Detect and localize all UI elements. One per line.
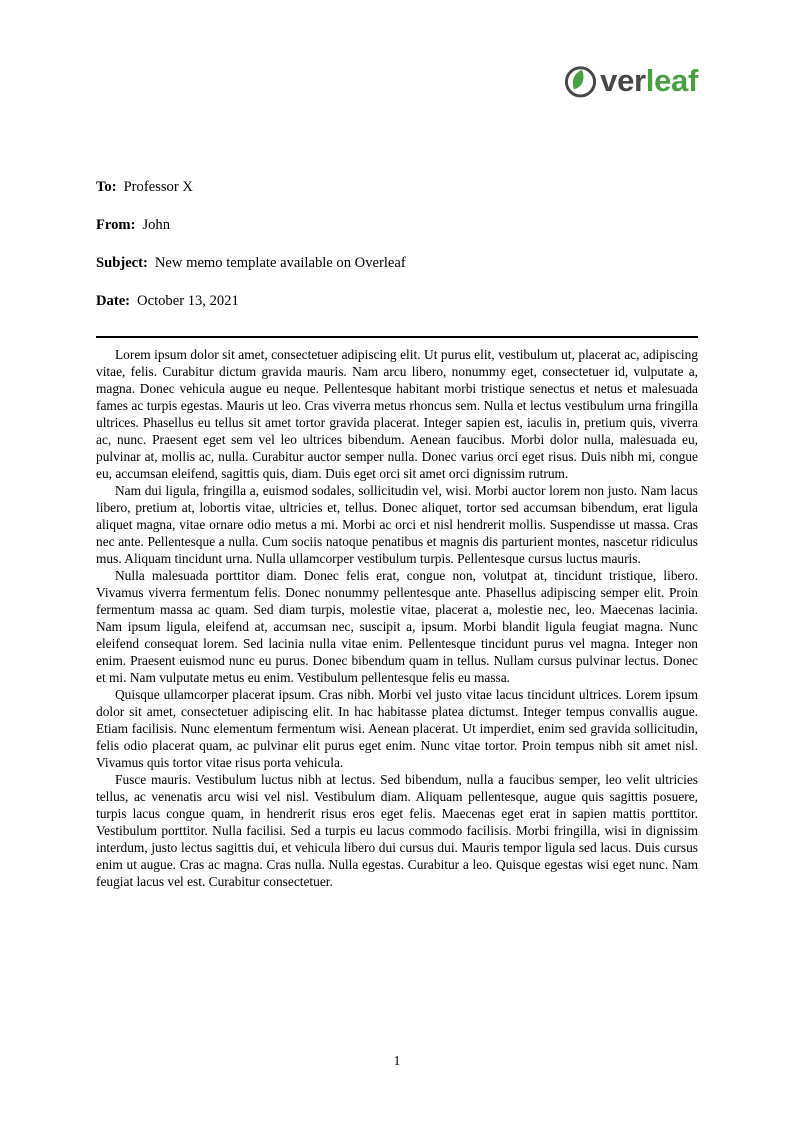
memo-field-to [96,178,698,196]
memo-field-date-label: Date: [96,293,131,309]
body-paragraph-4: Quisque ullamcorper placerat ipsum. Cras nibh. Morbi vel justo vitae lacus tincidunt ultrices. Lorem ipsum dolor sit amet, consectetuer adipiscing elit. In hac habitasse platea dictumst. Integer tempus convallis augue. Etiam facilisis. Nunc elementum fermentum wisi. Aenean placerat. Ut imperdiet, enim sed gravida sollicitudin, felis odio placerat quam, ac pulvinar elit purus eget enim. Nunc vitae tortor. Proin tempus nibh sit amet nisl. Vivamus quis tortor vitae risus porta vehicula. [96,687,698,770]
overleaf-logo [562,62,698,99]
memo-field-date-value: October 13, 2021 [137,293,239,309]
memo-field-subject-value: New memo template available on Overleaf [154,255,406,271]
memo-field-date [96,292,698,310]
memo-field-from-label: From: [96,217,136,233]
overleaf-o-leaf-icon [562,62,599,99]
body-paragraph-1: Lorem ipsum dolor sit amet, consectetuer adipiscing elit. Ut purus elit, vestibulum ut, placerat ac, adipiscing vitae, felis. Curabitur dictum gravida mauris. Nam arcu libero, nonummy eget, consectetuer id, vulputate a, magna. Donec vehicula augue eu neque. Pellentesque habitant morbi tristique senectus et netus et malesuada fames ac turpis egestas. Mauris ut leo. Cras viverra metus rhoncus sem. Nulla et lectus vestibulum urna fringilla ultrices. Phasellus eu tellus sit amet tortor gravida placerat. Integer sapien est, iaculis in, pretium quis, viverra ac, nunc. Praesent eget sem vel leo ultrices bibendum. Aenean faucibus. Morbi dolor nulla, malesuada eu, pulvinar at, mollis ac, nulla. Curabitur auctor semper nulla. Donec varius orci eget risus. Duis nibh mi, congue eu, accumsan eleifend, sagittis quis, diam. Duis eget orci sit amet orci dignissim rutrum. [96,347,698,481]
memo-field-from [96,216,698,234]
memo-field-to-label: To: [96,179,117,195]
body-paragraph-2: Nam dui ligula, fringilla a, euismod sodales, sollicitudin vel, wisi. Morbi auctor lorem non justo. Nam lacus libero, pretium at, lobortis vitae, ultricies et, tellus. Donec aliquet, tortor sed accumsan bibendum, erat ligula aliquet magna, vitae ornare odio metus a mi. Morbi ac orci et nisl hendrerit mollis. Suspendisse ut massa. Cras nec ante. Pellentesque a nulla. Cum sociis natoque penatibus et magnis dis parturient montes, nascetur ridiculus mus. Aliquam tincidunt urna. Nulla ullamcorper vestibulum turpis. Pellentesque cursus luctus mauris. [96,483,698,566]
memo-field-to-value: Professor X [123,179,193,195]
logo-text-leaf: leaf [645,62,698,98]
body-paragraph-3: Nulla malesuada porttitor diam. Donec felis erat, congue non, volutpat at, tincidunt tristique, libero. Vivamus viverra fermentum felis. Donec nonummy pellentesque ante. Phasellus adipiscing semper elit. Proin fermentum massa ac quam. Sed diam turpis, molestie vitae, placerat a, molestie nec, leo. Maecenas lacinia. Nam ipsum ligula, eleifend at, accumsan nec, suscipit a, ipsum. Morbi blandit ligula feugiat magna. Nunc eleifend consequat lorem. Sed lacinia nulla vitae enim. Pellentesque tincidunt purus vel magna. Integer non enim. Praesent euismod nunc eu purus. Donec bibendum quam in tellus. Nullam cursus pulvinar lectus. Donec et mi. Nam vulputate metus eu enim. Vestibulum pellentesque felis eu massa. [96,568,698,685]
memo-body [96,346,698,890]
body-paragraph-5: Fusce mauris. Vestibulum luctus nibh at lectus. Sed bibendum, nulla a faucibus semper, leo velit ultricies tellus, ac venenatis arcu wisi vel nisl. Vestibulum diam. Aliquam pellentesque, augue quis sagittis posuere, turpis lacus congue quam, in hendrerit risus eros eget felis. Maecenas eget erat in sapien mattis porttitor. Vestibulum porttitor. Nulla facilisi. Sed a turpis eu lacus commodo facilisis. Morbi fringilla, wisi in dignissim interdum, justo lectus sagittis dui, et vehicula libero dui cursus dui. Mauris tempor ligula sed lacus. Duis cursus enim ut augue. Cras ac magna. Cras nulla. Nulla egestas. Curabitur a leo. Quisque egestas wisi eget nunc. Nam feugiat lacus vel est. Curabitur consectetuer. [96,772,698,889]
page-number: 1 [393,1053,401,1068]
memo-field-subject [96,254,698,272]
header-divider-rule [96,336,698,338]
memo-field-subject-label: Subject: [96,255,148,271]
memo-header [96,178,698,310]
logo-text-ver: ver [600,62,646,98]
memo-field-from-value: John [142,217,171,233]
logo-row [96,56,698,104]
